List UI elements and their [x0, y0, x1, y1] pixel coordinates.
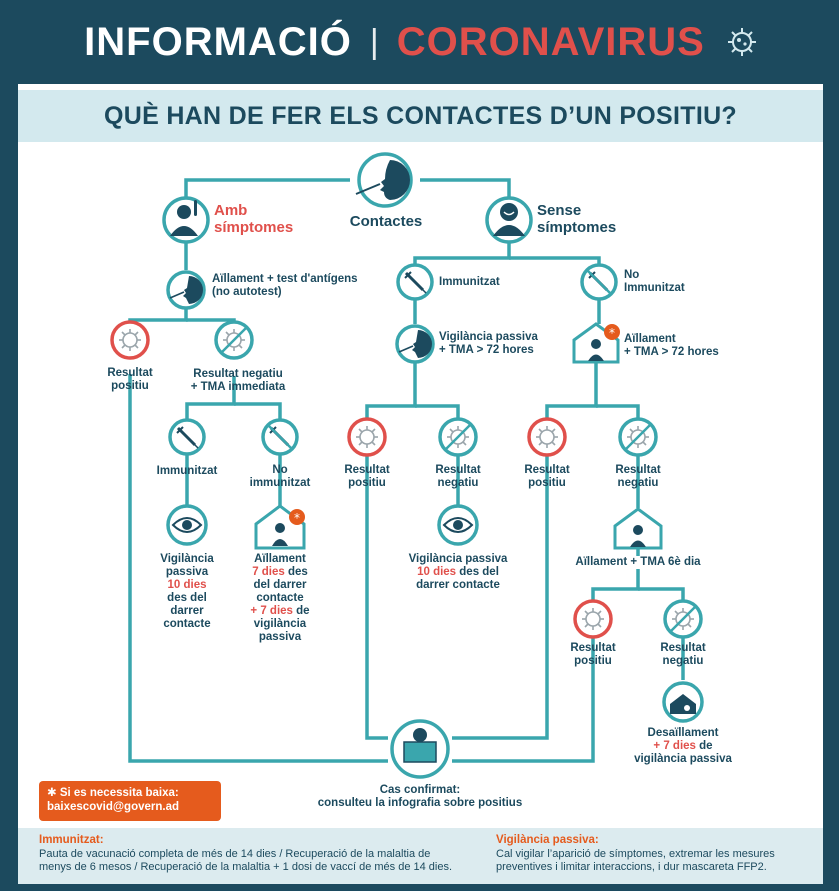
swab-icon	[356, 154, 411, 206]
node-amb-simptomes: Amb símptomes	[214, 202, 294, 236]
footer-immunitzat-title: Immunitzat:	[39, 834, 104, 846]
house-isolation-icon-2	[574, 324, 620, 362]
virus-negative-icon-4	[665, 601, 701, 637]
no-syringe-icon-2	[582, 265, 616, 299]
node-vigilancia-a: Vigilància passiva 10 dies des del darrer contacte	[160, 553, 214, 630]
node-resultat-negatiu-d: Resultat negatiu	[660, 642, 706, 667]
svg-text:*: *	[609, 326, 615, 340]
node-resultat-positiu-d: Resultat positiu	[570, 642, 616, 667]
footer-vigilancia-text: Cal vigilar l’aparició de símptomes, extremar les mesures preventives i limitar interaccions, i dur mascareta FFP2.	[496, 848, 775, 873]
virus-negative-icon-2	[440, 419, 476, 455]
swab-icon-3	[397, 326, 433, 362]
virus-positive-icon-2	[349, 419, 385, 455]
no-syringe-icon	[263, 420, 297, 454]
node-resultat-negatiu-b: Resultat negatiu	[435, 464, 481, 489]
header-title-left: INFORMACIÓ	[84, 19, 352, 64]
footer-vigilancia-title: Vigilància passiva:	[496, 834, 599, 846]
node-immunitzat-b: Immunitzat	[439, 276, 500, 288]
syringe-icon	[170, 420, 204, 454]
virus-negative-icon-3	[620, 419, 656, 455]
node-cas-confirmat: Cas confirmat: consulteu la infografia sobre positius	[317, 784, 523, 809]
header	[18, 0, 823, 84]
flow-diagram	[18, 84, 823, 828]
node-resultat-positiu-a: Resultat positiu	[107, 367, 153, 392]
virus-positive-icon	[112, 322, 148, 358]
footer	[18, 828, 823, 884]
document-reader-icon	[392, 721, 448, 777]
eye-icon	[168, 506, 206, 544]
node-no-immunitzat-a: No immunitzat	[249, 464, 311, 489]
node-aillament-a: Aïllament 7 dies des del darrer contacte + 7 dies de vigilància passiva	[250, 553, 310, 643]
svg-text:*: *	[294, 511, 300, 525]
node-desaillament: Desaïllament + 7 dies de vigilància passiva	[634, 727, 732, 765]
node-resultat-negatiu-a: Resultat negatiu + TMA immediata	[190, 368, 286, 393]
house-isolation-icon-3	[615, 509, 661, 548]
node-aillament-test: Aïllament + test d'antígens (no autotest)	[212, 273, 358, 298]
fever-person-icon	[164, 198, 208, 242]
subtitle: QUÈ HAN DE FER ELS CONTACTES D’UN POSITIU?	[104, 101, 737, 130]
virus-positive-icon-3	[529, 419, 565, 455]
header-title-right: CORONAVIRUS	[396, 19, 705, 64]
node-immunitzat-a: Immunitzat	[156, 465, 218, 477]
asterisk-icon: ✱	[47, 787, 60, 799]
baixa-note: ✱ Si es necessita baixa: baixescovid@govern.ad	[39, 781, 221, 821]
swab-icon-2	[168, 272, 204, 308]
virus-icon	[727, 27, 757, 57]
house-isolation-icon	[256, 506, 305, 548]
header-separator: |	[369, 22, 379, 61]
node-resultat-positiu-b: Resultat positiu	[344, 464, 390, 489]
footer-immunitzat-text: Pauta de vacunació completa de més de 14 dies / Recuperació de la malaltia de menys de 6 mesos / Recuperació de la malaltia + 1 dosi de vaccí de més de 14 dies.	[39, 848, 453, 873]
eye-icon-2	[439, 506, 477, 544]
node-no-immunitzat-b: No Immunitzat	[624, 269, 685, 294]
baixa-email[interactable]: baixescovid@govern.ad	[47, 801, 180, 813]
virus-positive-icon-4	[575, 601, 611, 637]
node-vigilancia-passiva-b: Vigilància passiva + TMA > 72 hores	[439, 331, 538, 356]
syringe-icon-2	[398, 265, 432, 299]
person-icon	[487, 198, 531, 242]
node-resultat-negatiu-c: Resultat negatiu	[615, 464, 661, 489]
node-resultat-positiu-c: Resultat positiu	[524, 464, 570, 489]
page	[18, 84, 823, 884]
node-aillament-tma6: Aïllament + TMA 6è dia	[568, 556, 708, 569]
house-release-icon	[664, 683, 702, 721]
node-aillament-b: Aïllament + TMA > 72 hores	[624, 333, 719, 358]
node-sense-simptomes: Sense símptomes	[537, 202, 617, 236]
virus-negative-icon	[216, 322, 252, 358]
node-vigilancia-b: Vigilància passiva 10 dies des del darrer contacte	[408, 553, 508, 591]
node-contactes: Contactes	[349, 213, 423, 230]
